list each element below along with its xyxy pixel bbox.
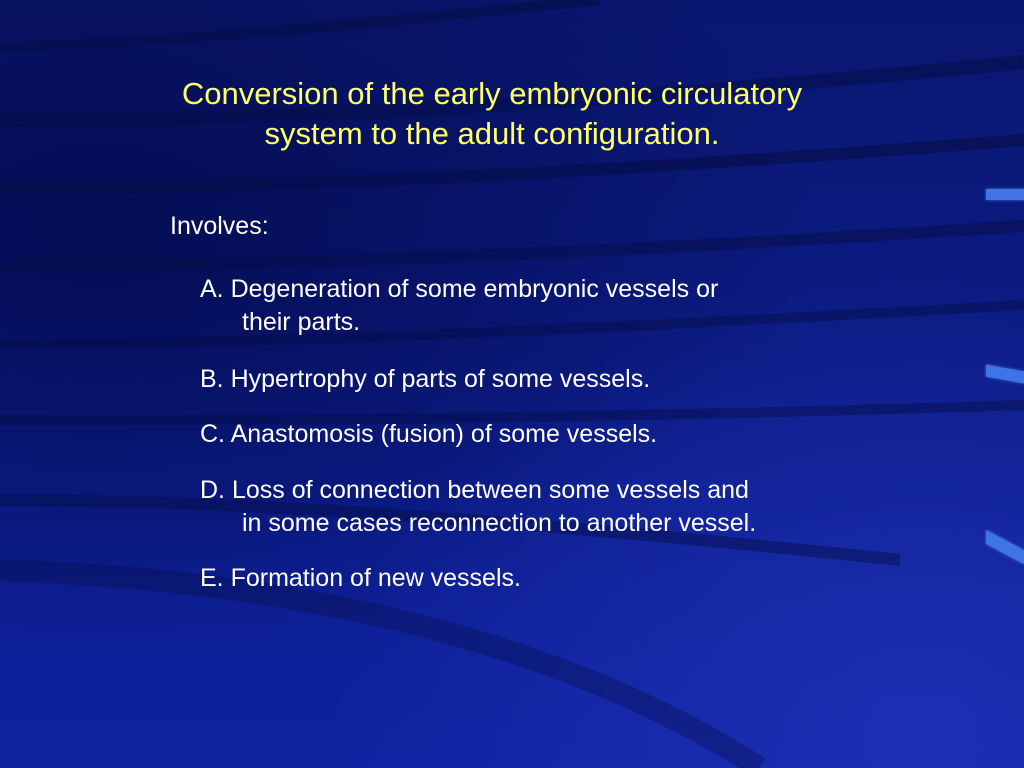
list-item-b-text: B. Hypertrophy of parts of some vessels. <box>200 365 651 393</box>
list-item-a <box>200 273 718 339</box>
slide-title <box>132 74 852 154</box>
list-item-b <box>200 363 650 396</box>
list-item-d <box>200 474 756 540</box>
list-item-e <box>200 562 521 595</box>
list-item-e-text: E. Formation of new vessels. <box>200 564 521 592</box>
accent-bar-top <box>986 189 1024 200</box>
intro-text: Involves: <box>170 212 269 240</box>
slide-title-line-2: system to the adult configuration. <box>264 116 720 151</box>
list-item-d-continuation: in some cases reconnection to another vessel. <box>242 509 757 537</box>
list-item-c <box>200 418 657 451</box>
slide-title-line-1: Conversion of the early embryonic circulatory <box>181 76 803 111</box>
list-item-a-continuation: their parts. <box>242 308 361 336</box>
list-item-c-text: C. Anastomosis (fusion) of some vessels. <box>200 420 658 448</box>
list-item-d-text: D. Loss of connection between some vessels and <box>200 476 749 504</box>
list-item-a-text: A. Degeneration of some embryonic vessels or <box>200 275 719 303</box>
